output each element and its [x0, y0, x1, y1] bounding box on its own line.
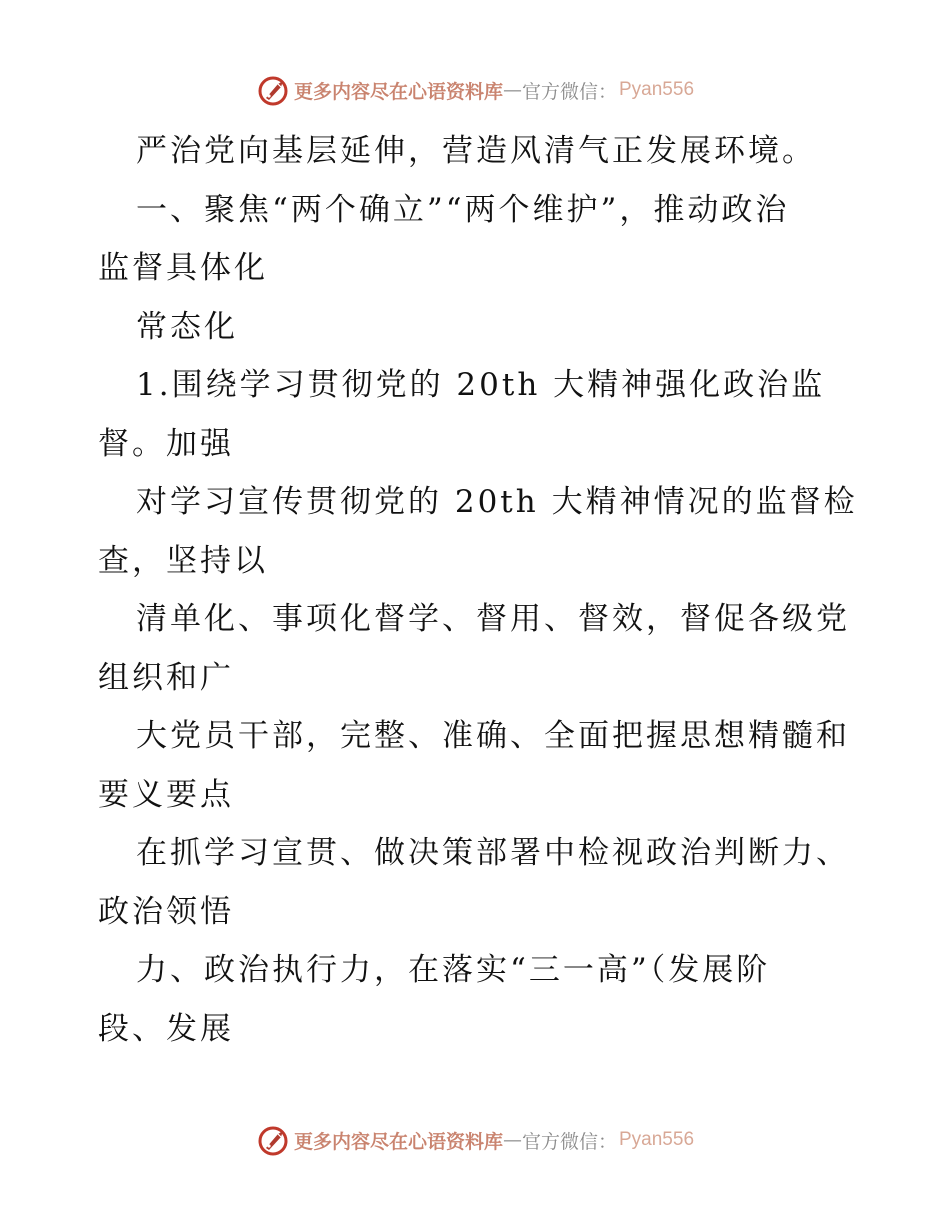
watermark-official-label: 官方微信：	[521, 1130, 617, 1153]
body-text-line: 在抓学习宣贯、做决策部署中检视政治判断力、	[136, 835, 850, 871]
body-text-line: 清单化、事项化督学、督用、督效，督促各级党	[136, 601, 850, 637]
body-text-line: 1.围绕学习贯彻党的 20th 大精神强化政治监	[136, 367, 826, 403]
body-text-line: 大党员干部，完整、准确、全面把握思想精髓和	[136, 718, 850, 754]
document-body	[98, 122, 858, 1058]
body-text-line: 一、聚焦“两个确立”“两个维护”，推动政治	[136, 191, 790, 228]
watermark-wechat-id: Pyan556	[619, 79, 695, 100]
body-text-line: 段、发展	[98, 1010, 234, 1047]
body-text-line: 组织和广	[98, 659, 234, 696]
pen-nib-circle-icon	[256, 1122, 292, 1158]
watermark-wechat-id: Pyan556	[619, 1129, 695, 1150]
watermark-dash: —	[502, 79, 522, 101]
pen-nib-circle-icon	[256, 72, 292, 108]
body-text-line: 力、政治执行力，在落实“三一高”（发展阶	[136, 952, 771, 988]
body-text-line: 监督具体化	[98, 250, 268, 286]
body-text-line: 政治领悟	[98, 893, 234, 930]
body-text-line: 常态化	[136, 308, 238, 345]
watermark-official-label: 官方微信：	[521, 80, 617, 103]
footer-watermark	[0, 1120, 950, 1160]
body-text-line: 查，坚持以	[98, 542, 268, 579]
body-text-line: 要义要点	[98, 776, 234, 813]
body-text-line: 严治党向基层延伸，营造风清气正发展环境。	[136, 133, 816, 169]
header-watermark	[0, 70, 950, 110]
body-text-line: 对学习宣传贯彻党的 20th 大精神情况的监督检	[136, 484, 858, 520]
body-text-line: 督。加强	[98, 425, 234, 462]
watermark-dash: —	[502, 1129, 522, 1151]
watermark-text: 更多内容尽在心语资料库	[293, 80, 503, 103]
watermark-text: 更多内容尽在心语资料库	[293, 1130, 503, 1153]
